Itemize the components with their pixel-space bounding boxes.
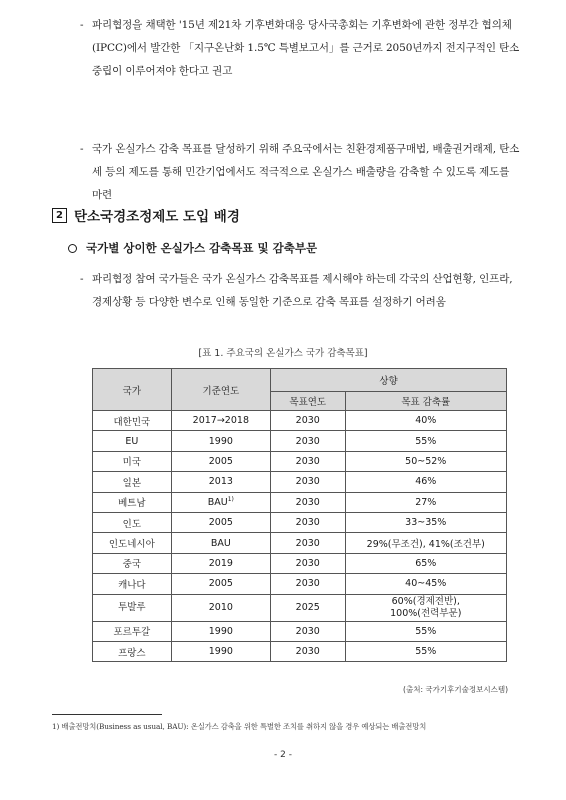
target-year-cell [271, 641, 346, 661]
country-cell-text: 대한민국 [113, 416, 151, 428]
target-year-cell-text: 2025 [295, 601, 320, 613]
bullet-text: 국가 온실가스 감축 목표를 달성하기 위해 주요국에서는 친환경제품구매법, 배출권거래제, 탄소세 등의 제도를 통해 민간기업에서도 적극적으로 온실가스 배출량을 감축할 수 있도록 제도를 마련 [92, 143, 520, 201]
rate-cell-text: 27% [415, 496, 437, 508]
target-year-cell [271, 553, 346, 573]
rate-cell [345, 594, 506, 621]
base-year-cell-text: 2017→2018 [192, 415, 249, 427]
reduction-target-table [92, 368, 507, 662]
target-year-cell [271, 492, 346, 512]
bullet-paragraph [80, 14, 520, 83]
base-year-cell [171, 594, 270, 621]
base-year-cell [171, 641, 270, 661]
country-cell-text: 미국 [122, 457, 141, 469]
target-year-cell-text: 2030 [295, 496, 320, 508]
base-year-cell [171, 621, 270, 641]
rate-cell [345, 492, 506, 512]
country-cell-text: 포르투갈 [113, 627, 151, 639]
rate-cell [345, 553, 506, 573]
target-year-cell [271, 472, 346, 492]
country-cell-text: 캐나다 [118, 579, 146, 591]
base-year-cell [171, 451, 270, 471]
country-cell-text: 일본 [122, 477, 141, 489]
rate-cell-text: 40% [415, 415, 437, 427]
base-year-cell [171, 472, 270, 492]
base-year-cell-text: BAU [210, 537, 231, 549]
footnote: 1) 배출전망치(Business as usual, BAU): 온실가스 감축을 위한 특별한 조치를 취하지 않을 경우 예상되는 배출전망치 [52, 722, 427, 731]
dash-marker: - [80, 19, 84, 31]
table-row [93, 621, 507, 641]
country-cell [93, 431, 172, 451]
header-upward: 상향 [271, 369, 507, 392]
section-title: 탄소국경조정제도 도입 배경 [74, 209, 240, 225]
header-country: 국가 [93, 369, 172, 411]
table-row [93, 574, 507, 594]
bullet-paragraph [80, 138, 520, 207]
circle-bullet-icon [68, 244, 77, 253]
table-row [93, 553, 507, 573]
bullet-text: 파리협정을 채택한 '15년 제21차 기후변화대응 당사국총회는 기후변화에 관한 정부간 협의체(IPCC)에서 발간한 「지구온난화 1.5℃ 특별보고서」를 근거로 2050년까지 전지구적인 탄소중립이 이루어져야 한다고 권고 [92, 19, 520, 77]
section-number-box: 2 [52, 208, 67, 223]
country-cell [93, 472, 172, 492]
base-year-cell-text: BAU [207, 496, 228, 508]
target-year-cell [271, 533, 346, 553]
base-year-cell-text: 2019 [208, 557, 233, 569]
target-year-cell [271, 594, 346, 621]
bullet-text: 파리협정 참여 국가들은 국가 온실가스 감축목표를 제시해야 하는데 각국의 산업현황, 인프라, 경제상황 등 다양한 변수로 인해 동일한 기준으로 감축 목표를 설정하기 어려움 [92, 273, 513, 308]
footnote-ref: 1) [227, 495, 234, 503]
base-year-cell-text: 1990 [208, 646, 233, 658]
rate-cell-text: 50~52% [405, 455, 447, 467]
rate-cell-text: 65% [415, 557, 437, 569]
target-year-cell-text: 2030 [295, 517, 320, 529]
page-number: - 2 - [274, 750, 292, 760]
rate-cell [345, 431, 506, 451]
table-row [93, 594, 507, 621]
rate-cell [345, 621, 506, 641]
base-year-cell-text: 2005 [208, 578, 233, 590]
country-cell [93, 492, 172, 512]
target-year-cell [271, 512, 346, 532]
country-cell-text: 베트남 [118, 498, 146, 510]
footnote-divider [52, 714, 162, 715]
rate-cell-text: 55% [415, 435, 437, 447]
target-year-cell [271, 431, 346, 451]
country-cell-text: 프랑스 [118, 647, 146, 659]
dash-marker: - [80, 143, 84, 155]
country-cell [93, 553, 172, 573]
country-cell-text: 중국 [122, 559, 141, 571]
rate-cell [345, 574, 506, 594]
table-row [93, 431, 507, 451]
base-year-cell [171, 431, 270, 451]
rate-cell-text: 55% [415, 625, 437, 637]
country-cell-text: 투발루 [118, 601, 146, 613]
country-cell [93, 641, 172, 661]
target-year-cell-text: 2030 [295, 455, 320, 467]
country-cell-text: EU [125, 435, 139, 447]
rate-cell-text: 55% [415, 646, 437, 658]
target-year-cell [271, 574, 346, 594]
target-year-cell-text: 2030 [295, 557, 320, 569]
table-source: (출처: 국가기후기술정보시스템) [403, 685, 508, 694]
section-heading [52, 205, 240, 225]
base-year-cell-text: 2010 [208, 601, 233, 613]
country-cell [93, 533, 172, 553]
table-row [93, 472, 507, 492]
header-reduction-rate: 목표 감축률 [345, 392, 506, 411]
rate-cell-text: 60%(경제전반), 100%(전력부문) [390, 595, 462, 619]
target-year-cell-text: 2030 [295, 646, 320, 658]
rate-cell [345, 533, 506, 553]
target-year-cell-text: 2030 [295, 578, 320, 590]
base-year-cell-text: 1990 [208, 625, 233, 637]
target-year-cell [271, 451, 346, 471]
table-row [93, 533, 507, 553]
rate-cell-text: 46% [415, 476, 437, 488]
header-base-year: 기준연도 [171, 369, 270, 411]
subheading-text: 국가별 상이한 온실가스 감축목표 및 감축부문 [86, 241, 318, 255]
base-year-cell [171, 492, 270, 512]
rate-cell [345, 512, 506, 532]
base-year-cell [171, 533, 270, 553]
country-cell-text: 인도네시아 [108, 539, 155, 551]
rate-cell-text: 40~45% [405, 578, 447, 590]
country-cell [93, 621, 172, 641]
base-year-cell-text: 2005 [208, 517, 233, 529]
rate-cell [345, 451, 506, 471]
table-row [93, 451, 507, 471]
base-year-cell-text: 2005 [208, 455, 233, 467]
country-cell [93, 512, 172, 532]
country-cell [93, 411, 172, 431]
target-year-cell-text: 2030 [295, 435, 320, 447]
base-year-cell-text: 1990 [208, 435, 233, 447]
bullet-paragraph [80, 268, 520, 314]
header-target-year: 목표연도 [271, 392, 346, 411]
subheading [68, 240, 317, 256]
rate-cell-text: 29%(무조건), 41%(조건부) [366, 539, 485, 551]
table-row [93, 641, 507, 661]
table-row [93, 512, 507, 532]
target-year-cell-text: 2030 [295, 625, 320, 637]
base-year-cell [171, 512, 270, 532]
table-row [93, 411, 507, 431]
country-cell [93, 574, 172, 594]
country-cell [93, 451, 172, 471]
rate-cell [345, 411, 506, 431]
rate-cell [345, 472, 506, 492]
target-year-cell [271, 621, 346, 641]
dash-marker: - [80, 273, 84, 285]
table-row [93, 492, 507, 512]
rate-cell [345, 641, 506, 661]
table-caption: [표 1. 주요국의 온실가스 국가 감축목표] [198, 348, 368, 359]
base-year-cell [171, 553, 270, 573]
base-year-cell [171, 574, 270, 594]
base-year-cell-text: 2013 [208, 476, 233, 488]
target-year-cell-text: 2030 [295, 415, 320, 427]
target-year-cell-text: 2030 [295, 476, 320, 488]
country-cell [93, 594, 172, 621]
target-year-cell [271, 411, 346, 431]
target-year-cell-text: 2030 [295, 537, 320, 549]
rate-cell-text: 33~35% [405, 517, 447, 529]
country-cell-text: 인도 [122, 518, 141, 530]
base-year-cell [171, 411, 270, 431]
